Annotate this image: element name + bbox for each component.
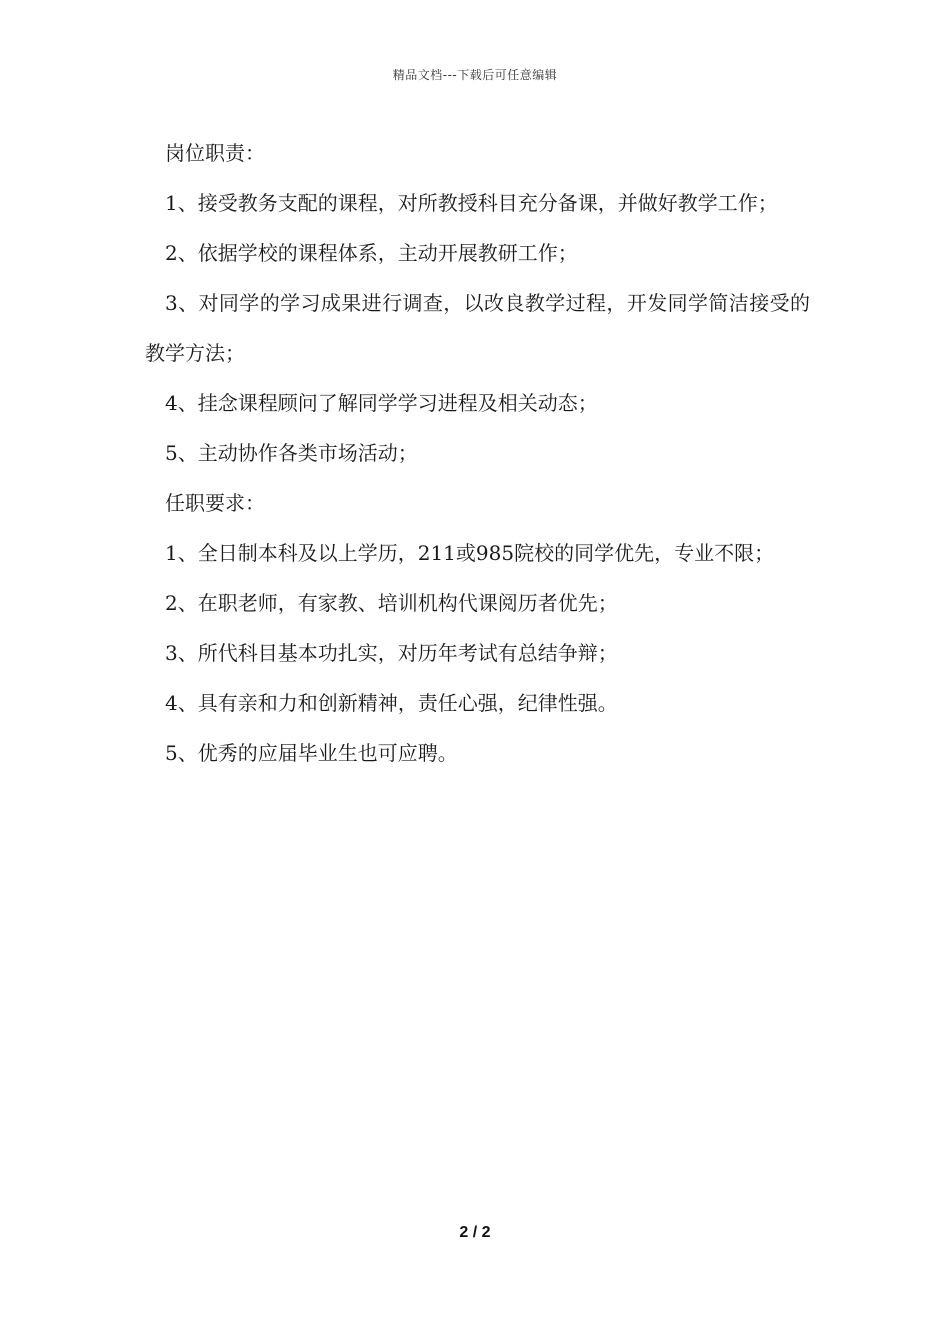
duty-item-4: 4、挂念课程顾问了解同学学习进程及相关动态； (165, 391, 598, 415)
duty-item-5: 5、主动协作各类市场活动； (165, 441, 418, 465)
requirement-item-3: 3、所代科目基本功扎实，对历年考试有总结争辩； (165, 641, 618, 665)
page-header: 精品文档---下载后可任意编辑 (392, 68, 558, 82)
page-number: 2 / 2 (459, 1224, 491, 1241)
requirement-item-4: 4、具有亲和力和创新精神，责任心强，纪律性强。 (165, 691, 618, 715)
section-heading-requirements: 任职要求： (165, 491, 265, 515)
document-body (145, 128, 810, 778)
requirement-item-2: 2、在职老师，有家教、培训机构代课阅历者优先； (165, 591, 618, 615)
requirement-item-5: 5、优秀的应届毕业生也可应聘。 (165, 741, 458, 765)
duty-item-3: 3、对同学的学习成果进行调查，以改良教学过程，开发同学简洁接受的教学方法； (145, 291, 810, 365)
section-heading-duties: 岗位职责： (165, 141, 265, 165)
requirement-item-1: 1、全日制本科及以上学历，211或985院校的同学优先，专业不限； (165, 541, 775, 565)
duty-item-2: 2、依据学校的课程体系，主动开展教研工作； (165, 241, 578, 265)
duty-item-1: 1、接受教务支配的课程，对所教授科目充分备课，并做好教学工作； (165, 191, 778, 215)
